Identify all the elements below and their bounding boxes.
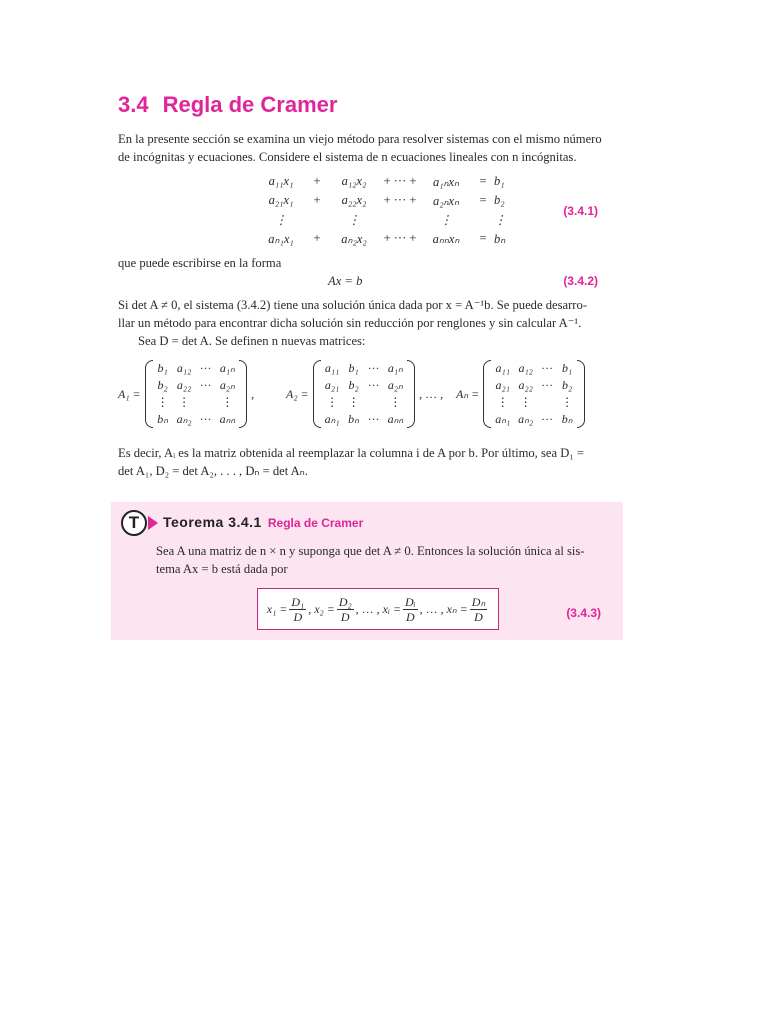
theorem-line-1: Sea A una matriz de n × n y suponga que det A ≠ 0. Entonces la solución única al sis- bbox=[156, 544, 585, 558]
matrix-entry: ··· bbox=[541, 412, 554, 426]
matrix bbox=[313, 360, 416, 428]
formula-lhs: x₂ = bbox=[314, 601, 335, 616]
matrix-label: A₁ = bbox=[118, 386, 141, 401]
matrix-entry: bₙ bbox=[561, 412, 573, 426]
matrix bbox=[145, 360, 248, 428]
formula-lhs: xₙ = bbox=[446, 601, 468, 616]
matrix-entry: ··· bbox=[199, 361, 212, 375]
matrix-entry: ··· bbox=[367, 361, 380, 375]
section-number: 3.4 bbox=[118, 92, 149, 117]
matrix-entry: b₁ bbox=[562, 361, 573, 375]
equation-system-grid bbox=[256, 172, 520, 248]
section-title bbox=[118, 92, 337, 118]
matrix-entry: a₁ₙ bbox=[387, 361, 403, 375]
section-title-text: Regla de Cramer bbox=[162, 92, 338, 117]
matrix-entry: a₁₁ bbox=[495, 361, 510, 375]
theorem-line-2: tema Ax = b está dada por bbox=[156, 562, 288, 576]
fraction-denominator: D bbox=[405, 609, 415, 624]
matrix-entry: aₙ₂ bbox=[176, 412, 192, 426]
system-cell: ⋮ bbox=[494, 212, 507, 227]
matrix-entry: ··· bbox=[541, 378, 554, 392]
system-cell: + ··· + bbox=[383, 193, 417, 207]
matrix-entry: aₙₙ bbox=[219, 412, 236, 426]
theorem-heading bbox=[163, 514, 363, 532]
formula-lhs: x₁ = bbox=[266, 601, 288, 616]
matrix-entry: b₁ bbox=[157, 361, 168, 375]
matrix-entry: ··· bbox=[199, 412, 212, 426]
definition-line-1: Si det A ≠ 0, el sistema (3.4.2) tiene una solución única dada por x = A⁻¹b. Se puede desarro- bbox=[118, 298, 587, 312]
fraction-numerator: Dᵢ bbox=[404, 594, 416, 609]
system-cell: + ··· + bbox=[383, 231, 417, 245]
matrix-entry: aₙ₂ bbox=[518, 412, 534, 426]
matrix-form-lead: que puede escribirse en la forma bbox=[118, 256, 282, 270]
intro-line-2: de incógnitas y ecuaciones. Considere el sistema de n ecuaciones lineales con n incógnitas. bbox=[118, 150, 577, 164]
formula-fraction bbox=[289, 595, 306, 624]
matrix-separator: , … , bbox=[419, 386, 444, 401]
matrix-equation: Ax = b bbox=[328, 274, 363, 288]
system-cell: + ··· + bbox=[383, 174, 417, 188]
system-cell: ⋮ bbox=[439, 212, 453, 227]
matrix-block bbox=[286, 356, 443, 432]
matrix-entry bbox=[537, 394, 557, 411]
fraction-numerator: D₂ bbox=[338, 594, 352, 609]
matrix-entry: ⋮ bbox=[178, 395, 191, 409]
cramer-formula-box bbox=[257, 588, 499, 630]
equation-system bbox=[118, 172, 598, 252]
determinant-line-1: Es decir, Aᵢ es la matriz obtenida al reemplazar la columna i de A por b. Por último, sea D₁ = bbox=[118, 446, 584, 460]
theorem-t-icon: T bbox=[121, 510, 147, 536]
matrix-entry: a₂₁ bbox=[324, 378, 340, 392]
definition-line-3: Sea D = det A. Se definen n nuevas matrices: bbox=[138, 334, 366, 348]
matrix-entry: b₂ bbox=[157, 378, 168, 392]
matrix-entry: ⋮ bbox=[156, 395, 169, 409]
determinant-line-2: det A₁, D₂ = det A₂, . . . , Dₙ = det Aₙ. bbox=[118, 464, 308, 478]
matrix-entry: ⋮ bbox=[221, 395, 234, 409]
matrix-definitions bbox=[118, 356, 598, 432]
matrix-entry: bₙ bbox=[157, 412, 168, 426]
equation-tag-3-4-3: (3.4.3) bbox=[566, 606, 601, 620]
fraction-denominator: D bbox=[293, 609, 303, 624]
matrix-entry: a₁₁ bbox=[324, 361, 340, 375]
theorem-statement bbox=[156, 542, 584, 578]
matrix-entry: a₁₂ bbox=[518, 361, 533, 375]
system-cell: a₂₁x₁ bbox=[268, 193, 294, 207]
intro-paragraph bbox=[118, 130, 602, 166]
theorem-arrow-icon bbox=[148, 516, 158, 530]
system-cell: a₁₁x₁ bbox=[268, 174, 294, 188]
system-cell: a₂ₙxₙ bbox=[432, 193, 460, 208]
formula-separator: , … , bbox=[419, 601, 447, 616]
matrix-label: A₂ = bbox=[286, 386, 309, 401]
theorem-label: Teorema 3.4.1 bbox=[163, 514, 262, 530]
definition-paragraph bbox=[118, 296, 598, 350]
system-cell: + bbox=[313, 231, 321, 245]
matrix-entry: aₙₙ bbox=[387, 412, 404, 426]
fraction-numerator: Dₙ bbox=[471, 594, 486, 609]
system-cell: + bbox=[313, 174, 321, 188]
matrix-entry: aₙ₁ bbox=[495, 412, 511, 426]
theorem-name: Regla de Cramer bbox=[267, 516, 364, 530]
formula-fraction bbox=[337, 595, 354, 624]
matrix bbox=[483, 360, 585, 428]
matrix-entry: ··· bbox=[199, 378, 212, 392]
matrix-entry: ⋮ bbox=[326, 395, 339, 409]
matrix-entry: ⋮ bbox=[496, 395, 509, 409]
system-cell: aₙ₂x₂ bbox=[341, 231, 367, 246]
matrix-entry bbox=[196, 394, 216, 411]
system-cell: = bbox=[479, 231, 487, 245]
matrix-entry: ⋮ bbox=[347, 395, 360, 409]
matrix-entry bbox=[364, 394, 384, 411]
equation-tag-3-4-2: (3.4.2) bbox=[563, 274, 598, 288]
matrix-entry: ⋮ bbox=[519, 395, 532, 409]
fraction-denominator: D bbox=[340, 609, 350, 624]
system-cell: a₁ₙxₙ bbox=[432, 174, 460, 189]
formula-lhs: xᵢ = bbox=[382, 601, 401, 616]
matrix-entry: ⋮ bbox=[389, 395, 402, 409]
formula-separator: , bbox=[308, 601, 315, 616]
matrix-entry: a₂ₙ bbox=[387, 378, 403, 392]
theorem-box bbox=[111, 502, 623, 640]
intro-line-1: En la presente sección se examina un viejo método para resolver sistemas con el mismo número bbox=[118, 132, 602, 146]
matrix-entry: a₂₂ bbox=[518, 378, 533, 392]
determinant-paragraph bbox=[118, 444, 598, 480]
system-cell: ⋮ bbox=[347, 212, 361, 227]
system-cell: + bbox=[313, 193, 321, 207]
system-cell: b₁ bbox=[494, 174, 505, 188]
matrix-entry: a₂₂ bbox=[176, 378, 192, 392]
formula-separator: , … , bbox=[355, 601, 383, 616]
matrix-entry: b₂ bbox=[562, 378, 573, 392]
system-cell: aₙₙxₙ bbox=[432, 231, 460, 246]
matrix-entry: b₂ bbox=[348, 378, 359, 392]
equation-tag-3-4-1: (3.4.1) bbox=[563, 204, 598, 218]
matrix-entry: a₂₁ bbox=[495, 378, 510, 392]
fraction-numerator: D₁ bbox=[291, 594, 305, 609]
matrix-label: Aₙ = bbox=[456, 386, 480, 401]
formula-fraction bbox=[470, 595, 487, 624]
matrix-entry: ··· bbox=[367, 412, 380, 426]
system-cell: = bbox=[479, 174, 487, 188]
matrix-block bbox=[118, 356, 254, 432]
system-cell: b₂ bbox=[494, 193, 505, 207]
matrix-entry: b₁ bbox=[348, 361, 359, 375]
matrix-entry: ··· bbox=[541, 361, 554, 375]
matrix-entry: a₁₂ bbox=[176, 361, 192, 375]
formula-fraction bbox=[403, 595, 418, 624]
system-cell: a₂₂x₂ bbox=[341, 193, 367, 207]
matrix-entry: a₁ₙ bbox=[219, 361, 235, 375]
matrix-entry: a₂ₙ bbox=[219, 378, 235, 392]
system-cell: = bbox=[479, 193, 487, 207]
matrix-entry: ⋮ bbox=[561, 395, 574, 409]
system-cell: bₙ bbox=[494, 231, 506, 246]
matrix-form-block bbox=[118, 256, 598, 296]
matrix-entry: bₙ bbox=[348, 412, 359, 426]
matrix-block bbox=[456, 356, 585, 432]
system-cell: a₁₂x₂ bbox=[341, 174, 367, 188]
system-cell: aₙ₁x₁ bbox=[268, 231, 294, 246]
fraction-denominator: D bbox=[474, 609, 483, 624]
matrix-entry: aₙ₁ bbox=[324, 412, 340, 426]
matrix-entry: ··· bbox=[367, 378, 380, 392]
definition-line-2: llar un método para encontrar dicha solución sin reducción por renglones y sin calcular A⁻¹. bbox=[118, 316, 582, 330]
matrix-separator: , bbox=[251, 386, 255, 401]
system-cell: ⋮ bbox=[274, 212, 288, 227]
